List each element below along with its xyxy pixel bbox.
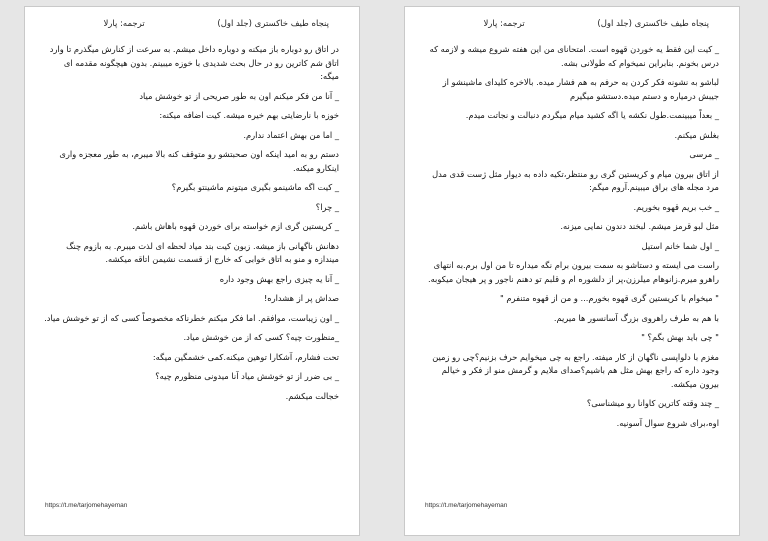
paragraph: _ آنا یه چیزی راجع بهش وجود داره xyxy=(219,273,339,284)
paragraph: " چی باید بهش بگم؟ " xyxy=(641,332,719,342)
paragraph: _ چرا؟ xyxy=(315,201,339,212)
paragraph: _ خب بریم قهوه بخوریم. xyxy=(633,201,719,212)
document-page-right xyxy=(404,6,740,536)
paragraph: با هم به طرف راهروی بزرگ آسانسور ها میریم. xyxy=(553,312,719,323)
paragraph: _ اول شما خانم استیل xyxy=(641,240,719,251)
book-title: پنجاه طیف خاکستری (جلد اول) xyxy=(597,19,709,29)
paragraph: " میخوام با کریستین گری قهوه بخورم... و من از قهوه متنفرم " xyxy=(499,293,719,303)
paragraph: اوه،برای شروع سوال آسونیه. xyxy=(616,417,719,428)
paragraph: مغزم با دلواپسی ناگهان از کار میفته. راجع به چی میخوایم حرف بزنیم؟چی رو زمین وجود داره که راجع بهش مثل هم باشیم؟صدای ملایم و گرمش منو از فکر و خیالم بیرون میکشه. xyxy=(432,351,719,389)
paragraph: در اتاق رو دوباره باز میکنه و دوباره داخل میشم. به سرعت از کنارش میگذرم تا وارد اتاق شم کاترین رو در حال بحث شدیدی با خوزه میبینم. بدون هیچگونه مقدمه ای میگه: xyxy=(49,44,339,81)
page-header xyxy=(47,19,337,29)
paragraph: لباشو به نشونه فکر کردن به حرفم به هم فشار میده. بالاخره کلیدای ماشینشو از جیبش درمیاره و دستم میده.دستشو میگیرم xyxy=(442,77,719,101)
page-body xyxy=(43,43,339,409)
paragraph: _ آنا من فکر میکنم اون به طور صریحی از تو خوشش میاد xyxy=(139,90,339,101)
paragraph: _ اما من بهش اعتماد ندارم. xyxy=(243,129,339,140)
paragraph: خجالت میکشم. xyxy=(285,390,339,401)
paragraph: راست می ایسته و دستاشو به سمت بیرون برام نگه میداره تا من اول برم.به انتهای راهرو میرم.زانوهام میلرزن،پر از دلشوره ام و قلبم تو دهنم ناجور و پر هیجان میکوبه. xyxy=(427,260,719,284)
paragraph: از اتاق بیرون میام و کریستین گری رو منتظر،تکیه داده به دیوار مثل ژست قدی مدل مرد مجله های براق میبینم.آروم میگم: xyxy=(432,168,719,192)
paragraph: _ مرسی xyxy=(689,149,719,159)
document-page-left xyxy=(24,6,360,536)
paragraph: _ چند وقته کاترین کاوانا رو میشناسی؟ xyxy=(586,398,719,408)
translator-credit: ترجمه: پارلا xyxy=(483,19,525,29)
paragraph: _منظورت چیه؟ کسی که از من خوشش میاد. xyxy=(183,332,339,342)
paragraph: بغلش میکنم. xyxy=(674,129,719,140)
paragraph: _ بعداً میبینمت.طول نکشه یا اگه کشید میام میگردم دنبالت و نجاتت میدم. xyxy=(465,110,719,120)
paragraph: _ اون زیباست، موافقم. اما فکر میکنم خطرناکه مخصوصاً کسی که از تو خوشش میاد. xyxy=(44,312,339,323)
paragraph: _ کریستین گری ازم خواسته برای خوردن قهوه باهاش باشم. xyxy=(132,221,339,231)
paragraph: تحت فشارم، آشکارا توهین میکنه.کمی خشمگین میگه: xyxy=(152,351,339,362)
paragraph: صداش پر از هشداره! xyxy=(263,293,339,303)
paragraph: مثل لبو قرمز میشم. لبخند دندون نمایی میزنه. xyxy=(560,221,719,231)
paragraph: _ کیت اگه ماشینمو بگیری میتونم ماشینتو بگیرم؟ xyxy=(171,182,339,192)
paragraph: دستم رو به امید اینکه اون صحبتشو رو متوقف کنه بالا میبرم، به طور معجزه واری اینکارو میکنه. xyxy=(59,149,339,173)
paragraph: دهانش ناگهانی باز میشه. زبون کیت بند میاد لحظه ای لذت میبرم. به بازوم چنگ میندازه و منو به اتاق خوابی که خارج از قسمت نشیمن اتاقه میکشه. xyxy=(66,240,339,264)
paragraph: خوزه با نارضایتی بهم خیره میشه. کیت اضافه میکنه: xyxy=(159,110,339,120)
page-body xyxy=(423,43,719,436)
paragraph: _ کیت این فقط یه خوردن قهوه است. امتحانای من این هفته شروع میشه و لازمه که درس بخونم. بنابراین نمیخوام که طولانی بشه. xyxy=(429,44,719,68)
channel-link[interactable]: https://t.me/tarjomehayeman xyxy=(45,502,128,509)
channel-link[interactable]: https://t.me/tarjomehayeman xyxy=(425,502,508,509)
translator-credit: ترجمه: پارلا xyxy=(103,19,145,29)
page-header xyxy=(427,19,717,29)
paragraph: _ بی ضرر از تو خوشش میاد آنا میدونی منظورم چیه؟ xyxy=(155,371,339,381)
book-title: پنجاه طیف خاکستری (جلد اول) xyxy=(217,19,329,29)
